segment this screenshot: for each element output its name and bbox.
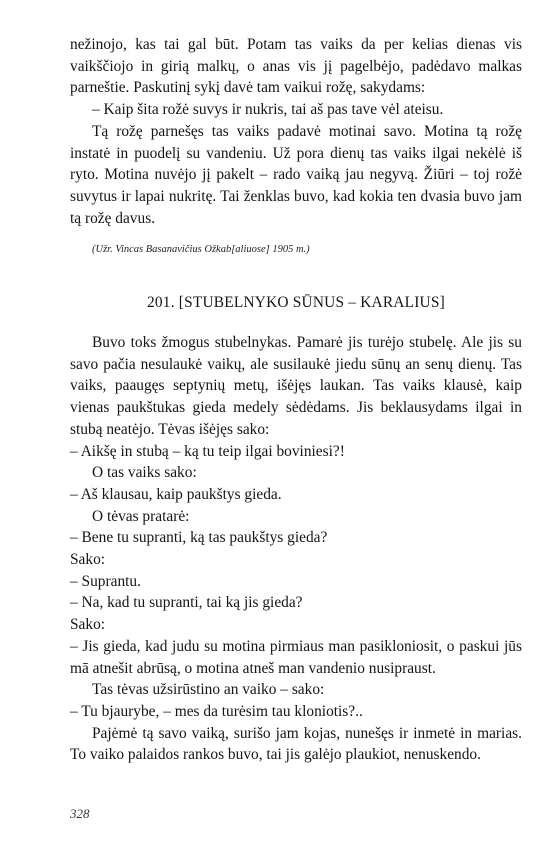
paragraph: Pajėmė tą savo vaiką, surišo jam kojas, nunešęs ir inmetė in marias. To vaiko palaidos rankos buvo, tai jis galėjo plaukiot, nenuskendo. — [70, 724, 522, 764]
paragraph: – Aš klausau, kaip paukštys gieda. — [70, 485, 282, 503]
paragraph: – Na, kad tu supranti, tai ką jis gieda? — [70, 594, 303, 612]
paragraph: – Aikšę in stubą – ką tu teip ilgai boviniesi?! — [70, 442, 345, 460]
source-note: (Užr. Vincas Basanavičius Ožkab[aliuose] 1905 m.) — [92, 244, 310, 255]
tale-201-body — [70, 332, 522, 766]
paragraph: – Suprantu. — [70, 572, 141, 590]
tale-201-heading: 201. [STUBELNYKO SŪNUS – KARALIUS] — [147, 294, 445, 311]
paragraph: – Tu bjaurybe, – mes da turėsim tau kloniotis?.. — [70, 702, 363, 720]
tale-200-ending — [70, 34, 522, 229]
paragraph: O tas vaiks sako: — [92, 464, 197, 482]
paragraph: Sako: — [70, 551, 106, 569]
paragraph: nežinojo, kas tai gal būt. Potam tas vaiks da per kelias dienas vis vaikščiojo in girią malkų, o anas vis jį pagelbėjo, padėdavo malkas parneštie. Paskutinį sykį davė tam vaikui rožę, sakydams: — [70, 36, 522, 97]
paragraph: – Bene tu supranti, ką tas paukštys gieda? — [70, 529, 328, 547]
paragraph: Buvo toks žmogus stubelnykas. Pamarė jis turėjo stubelę. Ale jis su savo pačia nesulaukė vaikų, ale susilaukė jiedu sūnų an senų dienų. Tas vaiks, paaugęs septynių metų, išėjęs laukan. Tas vaiks klausė, kaip vienas paukštukas gieda medely sėdėdams. Jis beklausydams ilgai in stubą neatėjo. Tėvas išėjęs sako: — [70, 334, 522, 438]
paragraph: O tėvas pratarė: — [92, 507, 190, 525]
paragraph: – Kaip šita rožė suvys ir nukris, tai aš pas tave vėl ateisu. — [92, 101, 444, 119]
paragraph: Tą rožę parnešęs tas vaiks padavė motinai savo. Motina tą rožę instatė in puodelį su vandeniu. Už pora dienų tas vaiks ilgai nekėlė iš ryto. Motina nuvėjo jį pakelt – rado vaiką jau negyvą. Žiūri – toj rožė suvytus ir lapai nukritę. Tai ženklas buvo, kad kokia ten dvasia buvo jam tą rožę davus. — [70, 122, 522, 227]
paragraph: Sako: — [70, 616, 106, 634]
page-number: 328 — [70, 806, 90, 821]
paragraph: Tas tėvas užsirūstino an vaiko – sako: — [92, 681, 325, 699]
paragraph: – Jis gieda, kad judu su motina pirmiaus man pasikloniosit, o paskui jūs mā atnešit abrūsą, o motina atneš man vandenio nusipraust. — [70, 637, 522, 677]
